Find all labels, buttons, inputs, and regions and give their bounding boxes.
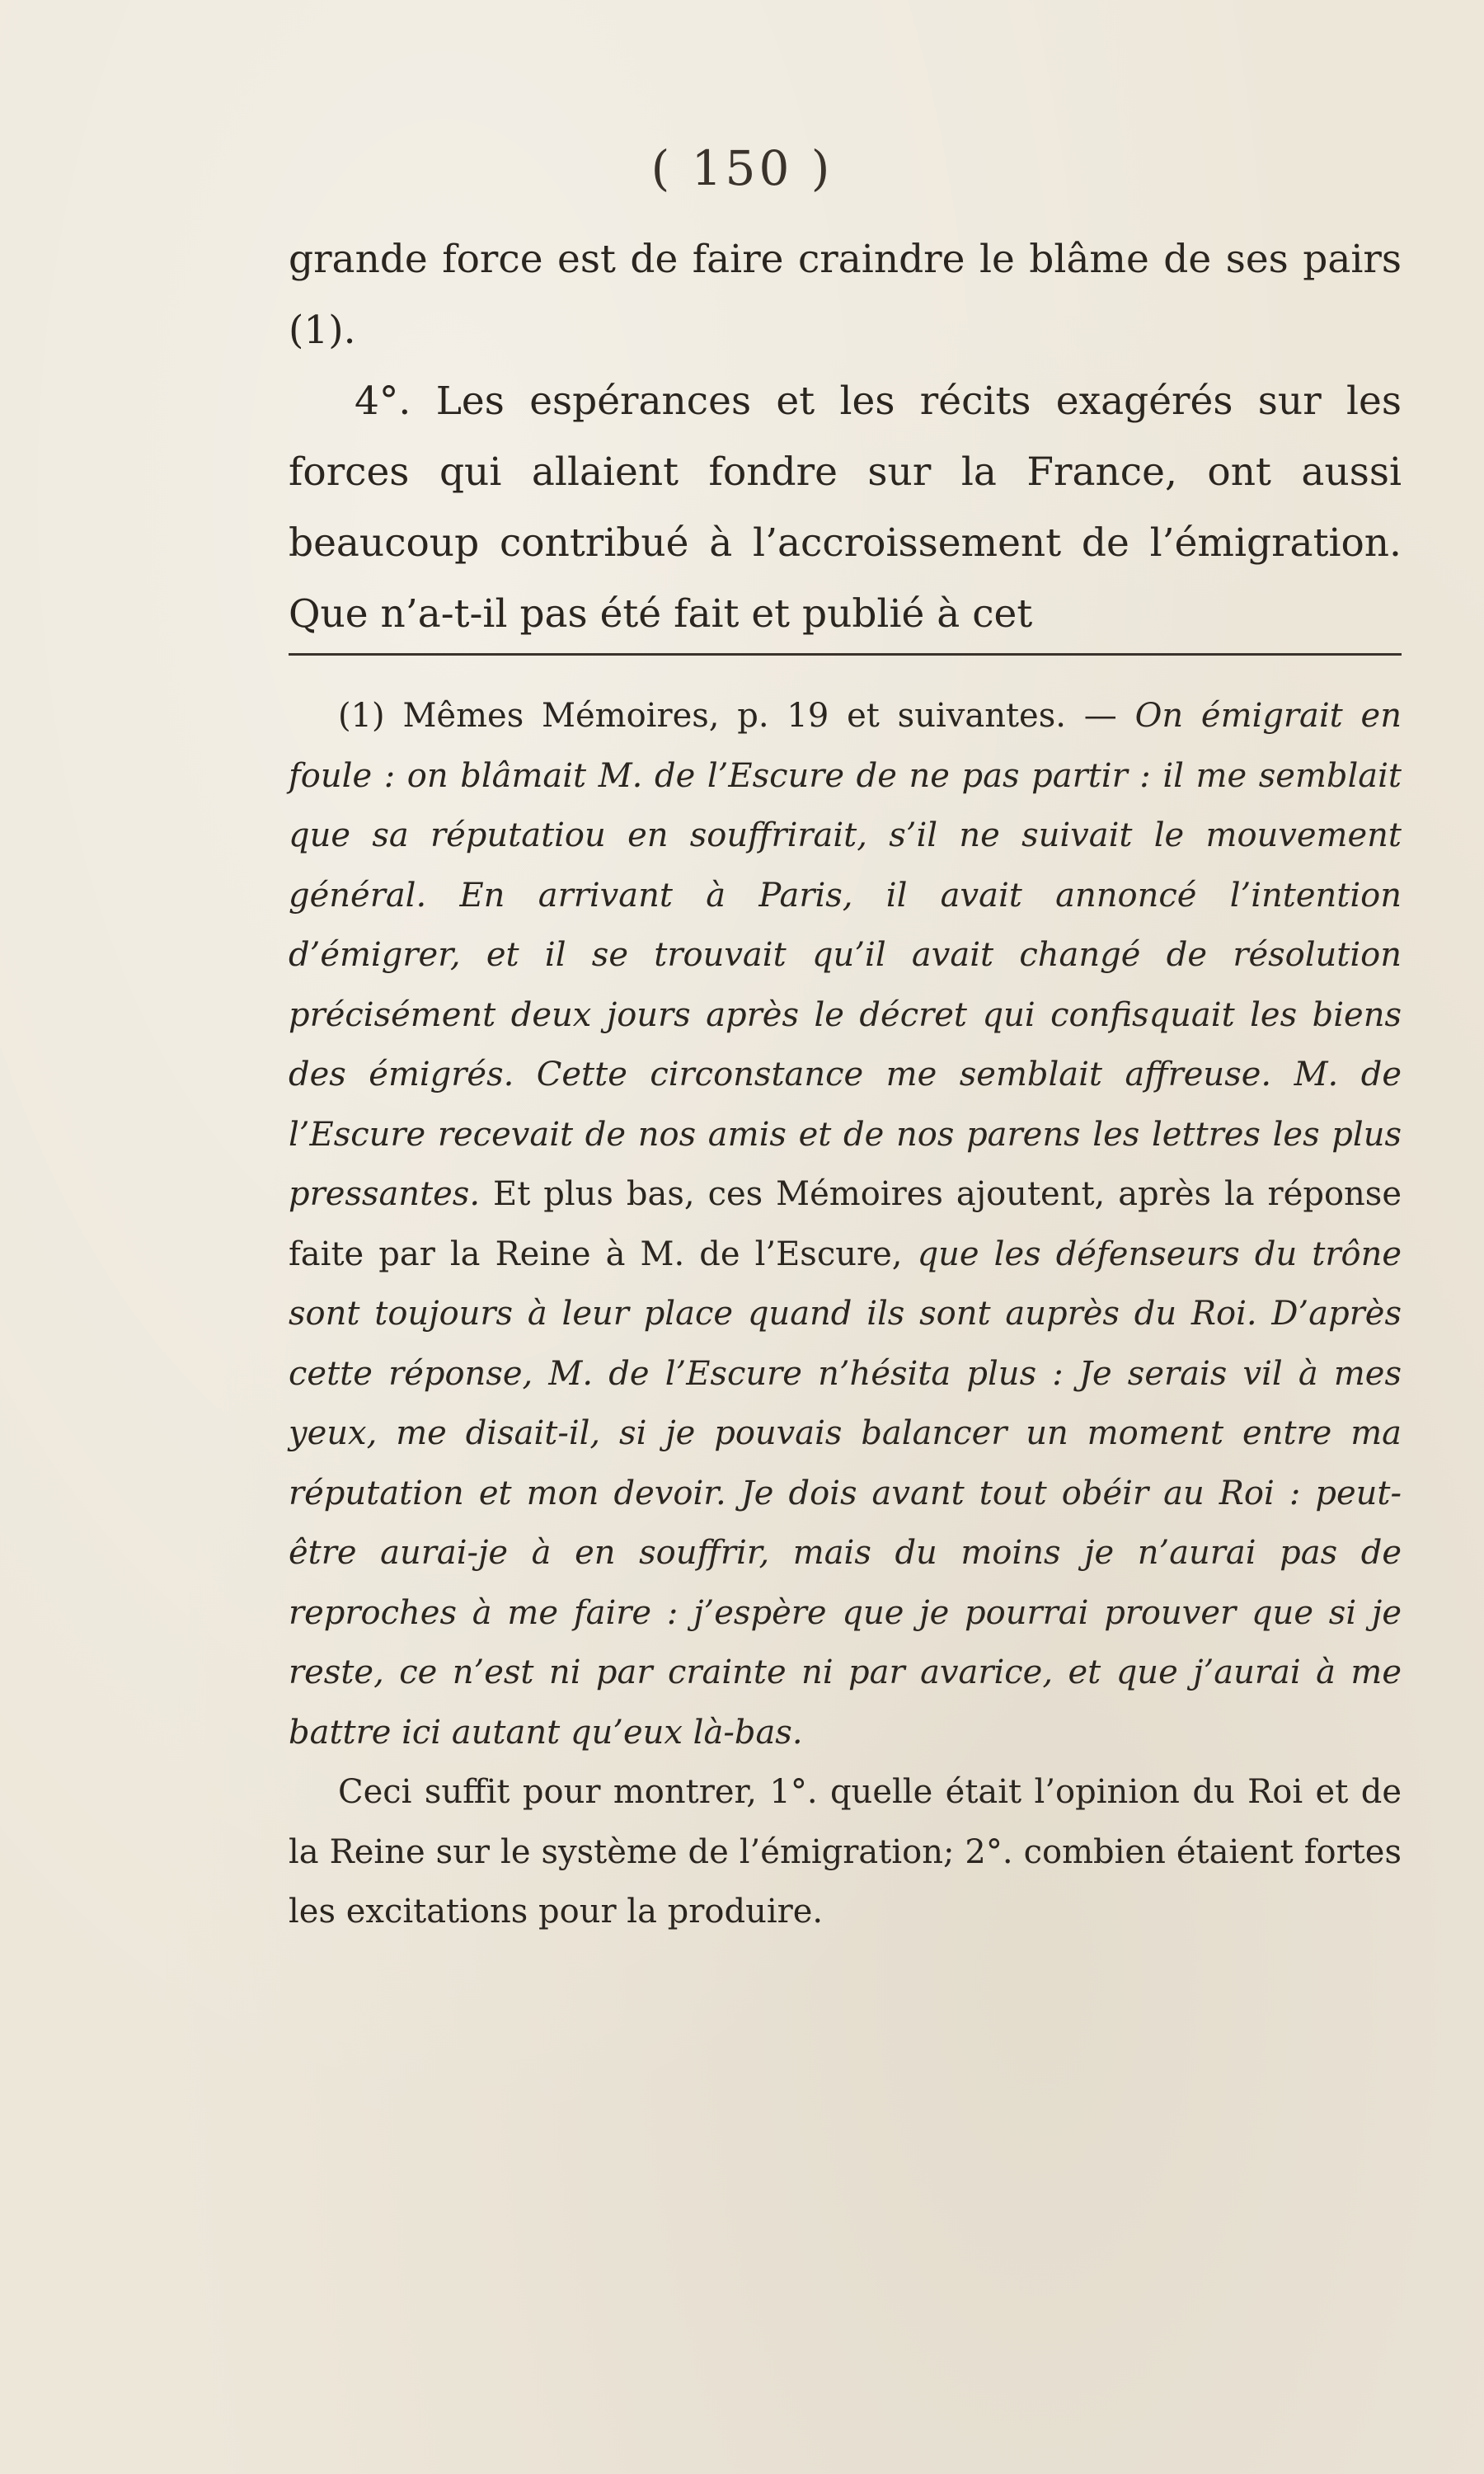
footnote-quote-1: On émigrait en foule : on blâmait M. de l’Escure de ne pas partir : il me semblait que sa réputatiou en souffrirait, s’il ne suivait le mouvement général. En arrivant à Paris, il avait annoncé l’intention d’émigrer, et il se trouvait qu’il avait changé de résolution précisément deux jours après le décret qui confisquait les biens des émigrés. Cette circonstance me semblait affreuse. M. de l’Escure recevait de nos amis et de nos parens les lettres les plus pressantes. <box>289 697 1402 1213</box>
footnote-divider <box>289 653 1402 656</box>
footnote-transition: Et plus bas, ces Mémoires ajoutent, après la réponse faite par la Reine à M. de l’Escure, <box>289 1175 1402 1273</box>
footnote-reference: (1) Mêmes Mémoires, p. 19 et suivantes. — <box>338 697 1135 735</box>
footnote <box>289 686 1402 1942</box>
footnote-conclusion: Ceci suffit pour montrer, 1°. quelle était l’opinion du Roi et de la Reine sur le système de l’émigration; 2°. combien étaient fortes les excitations pour la produire. <box>289 1773 1402 1931</box>
page-number: ( 150 ) <box>650 140 834 196</box>
paragraph-emigration-hopes: 4°. Les espérances et les récits exagérés sur les forces qui allaient fondre sur la France, ont aussi beaucoup contribué à l’accroissement de l’émigration. Que n’a-t-il pas été fait et publié à cet <box>289 379 1402 637</box>
footnote-quote-2: que les défenseurs du trône sont toujours à leur place quand ils sont auprès du Roi. D’après cette réponse, M. de l’Escure n’hésita plus : Je serais vil à mes yeux, me disait-il, si je pouvais balancer un moment entre ma réputation et mon devoir. Je dois avant tout obéir au Roi : peut-être aurai-je à en souffrir, mais du moins je n’aurai pas de reproches à me faire : j’espère que je pourrai prouver que si je reste, ce n’est ni par crainte ni par avarice, et que j’aurai à me battre ici autant qu’eux là-bas. <box>289 1235 1402 1752</box>
footnote-body <box>289 686 1402 1762</box>
main-text <box>289 224 1402 650</box>
paragraph-continuation: grande force est de faire craindre le blâme de ses pairs (1). <box>289 237 1402 353</box>
